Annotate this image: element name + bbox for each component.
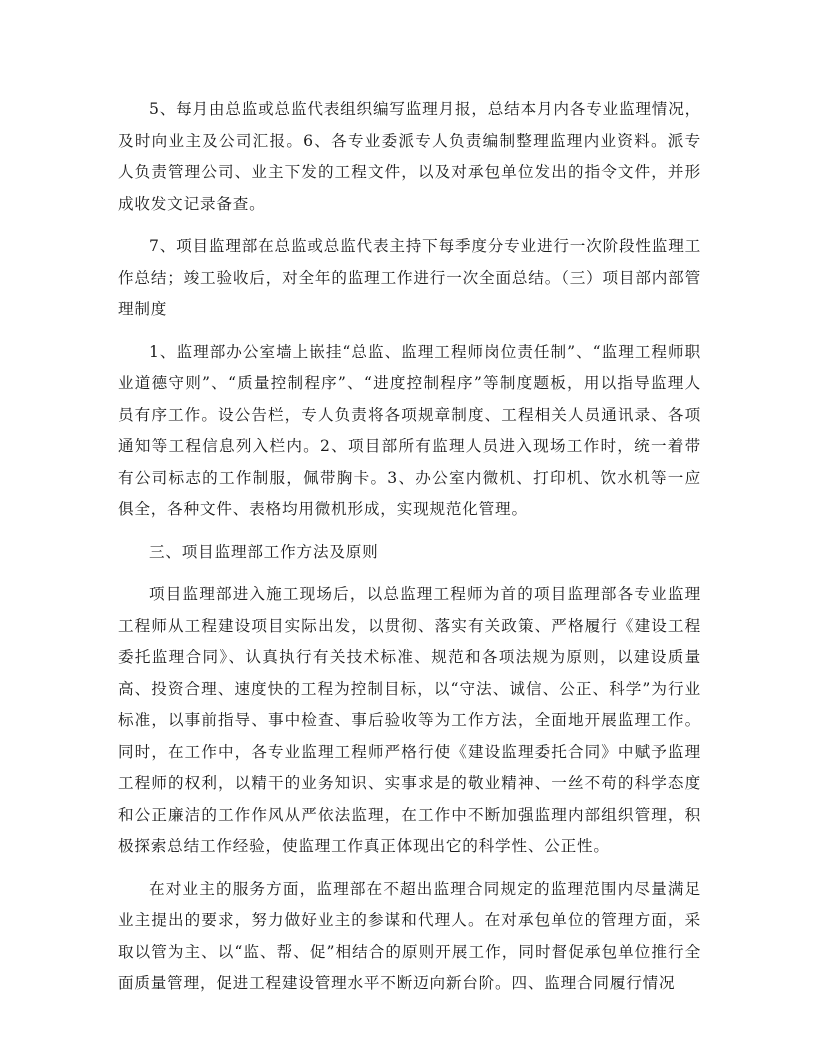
paragraph-office-management: 1、监理部办公室墙上嵌挂“总监、监理工程师岗位责任制”、“监理工程师职业道德守则”、“质量控制程序”、“进度控制程序”等制度题板，用以指导监理人员有序工作。设公告栏，专人负责将各项规章制度、工程相关人员通讯录、各项通知等工程信息列入栏内。2、项目部所有监理人员进入现场工作时，统一着带有公司标志的工作制服，佩带胸卡。3、办公室内微机、打印机、饮水机等一应俱全，各种文件、表格均用微机形成，实现规范化管理。 [118,342,701,518]
paragraph-owner-service: 在对业主的服务方面，监理部在不超出监理合同规定的监理范围内尽量满足业主提出的要求，努力做好业主的参谋和代理人。在对承包单位的管理方面，采取以管为主、以“监、帮、促”相结合的原则开展工作，同时督促承包单位推行全面质量管理，促进工程建设管理水平不断迈向新台阶。四、监理合同履行情况 [118,879,701,992]
paragraph-monthly-report: 5、每月由总监或总监代表组织编写监理月报，总结本月内各专业监理情况，及时向业主及公司汇报。6、各专业委派专人负责编制整理监理内业资料。派专人负责管理公司、业主下发的工程文件，以及对承包单位发出的指令文件，并形成收发文记录备查。 [118,100,701,213]
paragraph-work-methods: 项目监理部进入施工现场后，以总监理工程师为首的项目监理部各专业监理工程师从工程建设项目实际出发，以贯彻、落实有关政策、严格履行《建设工程委托监理合同》、认真执行有关技术标准、规范和各项法规为原则，以建设质量高、投资合理、速度快的工程为控制目标，以“守法、诚信、公正、科学”为行业标准，以事前指导、事中检查、事后验收等为工作方法，全面地开展监理工作。同时，在工作中，各专业监理工程师严格行使《建设监理委托合同》中赋予监理工程师的权利，以精干的业务知识、实事求是的敬业精神、一丝不苟的科学态度和公正廉洁的工作作风从严依法监理，在工作中不断加强监理内部组织管理，积极探索总结工作经验，使监理工作真正体现出它的科学性、公正性。 [118,585,701,855]
paragraph-quarterly-summary: 7、项目监理部在总监或总监代表主持下每季度分专业进行一次阶段性监理工作总结；竣工验收后，对全年的监理工作进行一次全面总结。（三）项目部内部管理制度 [118,237,701,318]
section-heading: 三、项目监理部工作方法及原则 [149,542,379,561]
document-page [118,94,701,1011]
